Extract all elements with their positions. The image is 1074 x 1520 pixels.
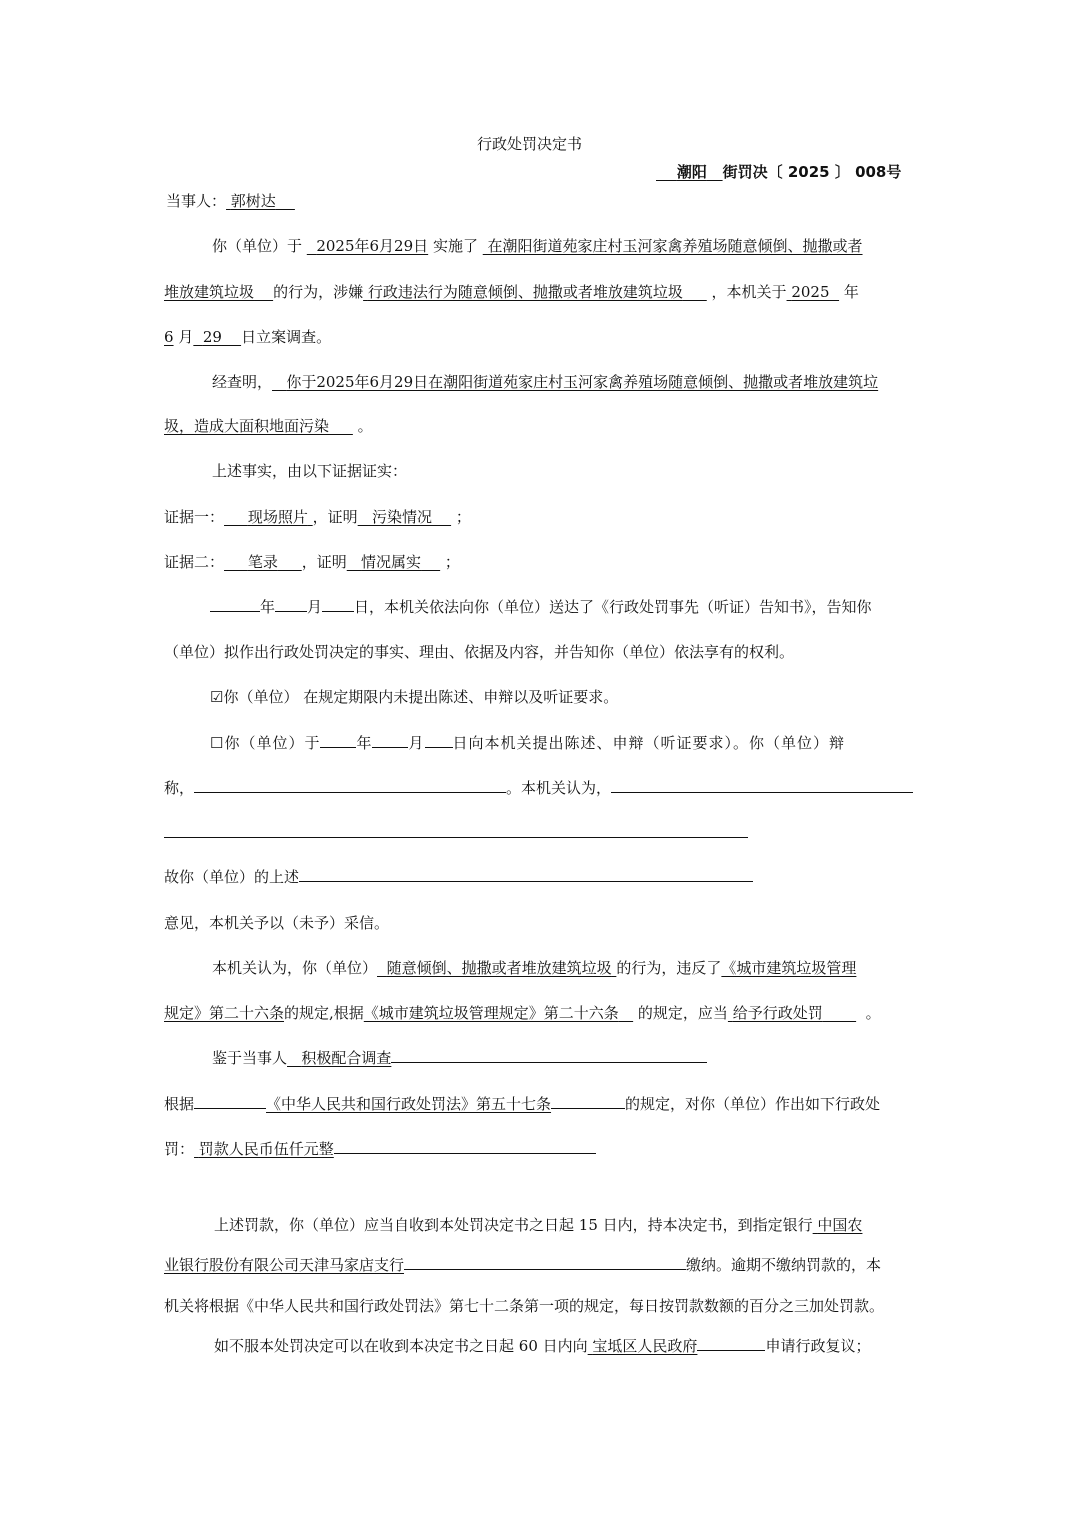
law-line1: 本机关认为，你（单位） 随意倾倒、抛撒或者堆放建筑垃圾 的行为，违反了《城市建筑垃圾管理 — [212, 959, 857, 977]
option-statement-line2: 称， 。本机关认为， — [164, 778, 913, 798]
option-no-statement: ☑你（单位） 在规定期限内未提出陈述、申辩以及听证要求。 — [210, 688, 619, 706]
penalty-basis: 《城市建筑垃圾管理规定》第二十六条 — [363, 1004, 619, 1022]
payment-line2: 业银行股份有限公司天津马家店支行 缴纳。逾期不缴纳罚款的，本 — [164, 1256, 882, 1274]
law-line2: 规定》第二十六条的规定,根据《城市建筑垃圾管理规定》第二十六条 的规定，应当 给予行政处罚 。 — [164, 1004, 881, 1022]
para1-line3: 6 月 29 日立案调查。 — [164, 328, 332, 346]
incident-date: 2025年6月29日 — [316, 237, 429, 255]
document-title: 行政处罚决定书 — [477, 135, 583, 153]
mitigation-circumstance: 积极配合调查 — [301, 1049, 392, 1067]
decision-law: 《中华人民共和国行政处罚法》第五十七条 — [266, 1095, 552, 1113]
doc-number-year: 2025 — [787, 163, 830, 181]
party-name: 郭树达 — [230, 192, 276, 210]
appeal-line: 如不服本处罚决定可以在收到本决定书之日起 60 日内向 宝坻区人民政府 申请行政复议； — [214, 1337, 871, 1355]
doc-number-seq: 008号 — [855, 163, 902, 181]
penalty-action: 给予行政处罚 — [732, 1004, 823, 1022]
notice-line2: （单位）拟作出行政处罚决定的事实、理由、依据及内容，并告知你（单位）依法享有的权利。 — [164, 643, 795, 661]
case-month: 6 — [164, 328, 174, 346]
incident-act: 在潮阳街道苑家庄村玉河家禽养殖场随意倾倒、抛撒或者 — [487, 237, 863, 255]
doc-number-place: 潮阳 — [676, 163, 707, 181]
option-statement-line5: 意见，本机关予以（未予）采信。 — [164, 914, 390, 932]
evidence-2: 证据二： 笔录 ，证明 情况属实 ； — [164, 553, 460, 571]
suspected-violation: 行政违法行为随意倾倒、抛撒或者堆放建筑垃圾 — [367, 283, 683, 301]
doc-number-close: 〕 — [834, 163, 850, 181]
case-year: 2025 — [791, 283, 830, 301]
violated-rule: 《城市建筑垃圾管理 — [721, 959, 857, 977]
para2-line1: 经查明， 你于2025年6月29日在潮阳街道苑家庄村玉河家禽养殖场随意倾倒、抛撒或者堆放建筑垃 — [212, 373, 879, 391]
evidence-intro: 上述事实，由以下证据证实： — [212, 462, 408, 480]
party-line — [166, 191, 295, 211]
decision-line1: 根据 《中华人民共和国行政处罚法》第五十七条 的规定，对你（单位）作出如下行政处 — [164, 1095, 881, 1113]
document-number — [656, 162, 901, 182]
checkbox-checked-icon: ☑ — [210, 688, 224, 706]
payment-bank: 中国农 — [817, 1216, 863, 1234]
payment-line3: 机关将根据《中华人民共和国行政处罚法》第七十二条第一项的规定，每日按罚款数额的百分之三加处罚款。 — [164, 1297, 885, 1315]
para1-line1: 你（单位）于 2025年6月29日 实施了 在潮阳街道苑家庄村玉河家禽养殖场随意倾倒、抛撒或者 — [212, 237, 863, 255]
para2-line2: 圾，造成大面积地面污染 。 — [164, 417, 373, 435]
violation-behavior: 随意倾倒、抛撒或者堆放建筑垃圾 — [386, 959, 612, 977]
notice-line1: 年 月 日，本机关依法向你（单位）送达了《行政处罚事先（听证）告知书》，告知你 — [210, 597, 872, 617]
decision-line2: 罚： 罚款人民币伍仟元整 — [164, 1139, 596, 1159]
evidence-1: 证据一： 现场照片 ，证明 污染情况 ； — [164, 508, 471, 526]
payment-line1: 上述罚款，你（单位）应当自收到本处罚决定书之日起 15 日内，持本决定书，到指定银行 中国农 — [214, 1216, 863, 1234]
mitigation-line: 鉴于当事人 积极配合调查 — [212, 1048, 707, 1068]
appeal-government: 宝坻区人民政府 — [592, 1337, 698, 1355]
case-day: 29 — [202, 328, 222, 346]
party-label: 当事人： — [166, 192, 227, 210]
para1-line2: 堆放建筑垃圾 的行为，涉嫌 行政违法行为随意倾倒、抛撒或者堆放建筑垃圾 ，本机关于 2025 年 — [164, 283, 859, 301]
blank-line — [164, 837, 748, 838]
investigation-finding: 你于2025年6月29日在潮阳街道苑家庄村玉河家禽养殖场随意倾倒、抛撒或者堆放建筑垃 — [286, 373, 879, 391]
checkbox-empty-icon: ☐ — [210, 734, 225, 752]
option-statement-line4: 故你（单位）的上述 — [164, 867, 753, 887]
penalty-amount: 罚款人民币伍仟元整 — [198, 1140, 334, 1158]
option-statement-line1: ☐你（单位）于 年 月 日向本机关提出陈述、申辩（听证要求）。你（单位）辩 — [210, 734, 846, 752]
doc-number-mid: 街罚决〔 — [722, 163, 783, 181]
